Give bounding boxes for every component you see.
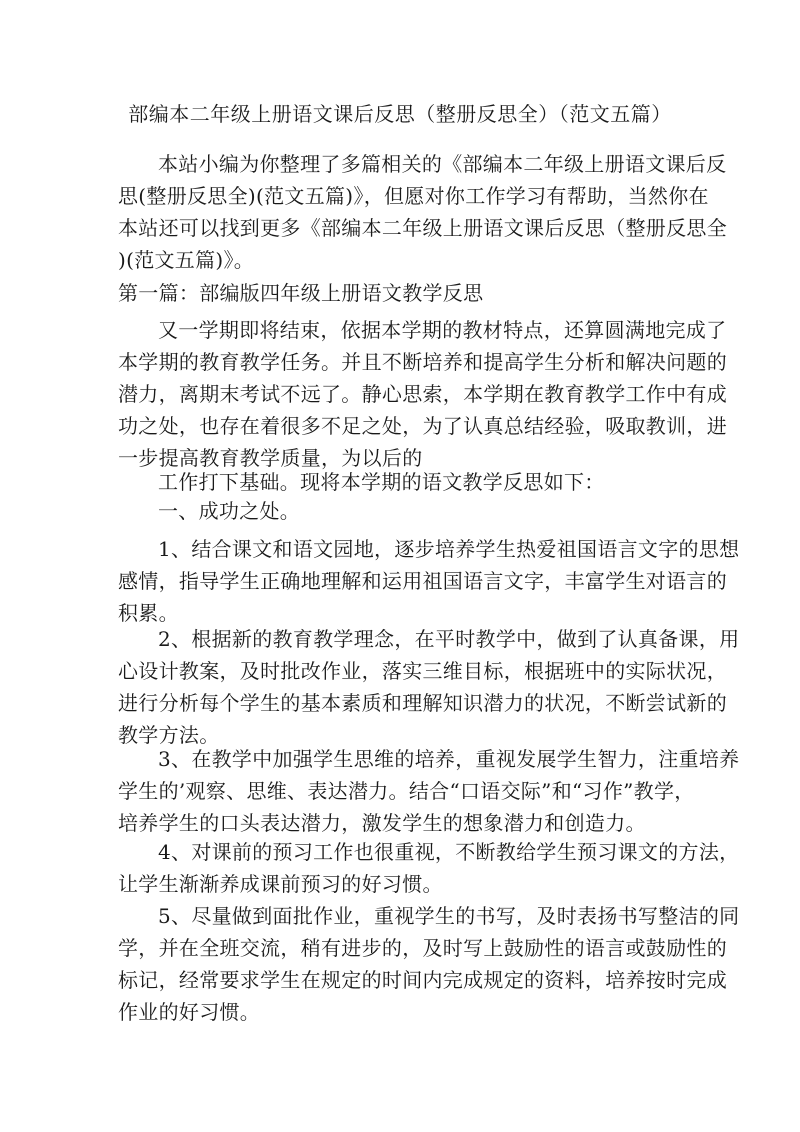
intro-line: 本站还可以找到更多《部编本二年级上册语文课后反思（整册反思全 [118,216,727,240]
list-item-5 [118,900,740,1028]
list-item-line: 4、对课前的预习工作也很重视，不断教给学生预习课文的方法， [158,840,740,864]
list-item-line: 感情，指导学生正确地理解和运用祖国语言文字，丰富学生对语言的 [118,569,727,593]
paragraph-1 [118,314,727,474]
paragraph-2 [118,466,688,498]
list-item-line: 作业的好习惯。 [118,1000,261,1024]
intro-line: )(范文五篇)》。 [118,248,255,272]
list-item-line: 让学生渐渐养成课前预习的好习惯。 [118,872,443,896]
document-title: 部编本二年级上册语文课后反思（整册反思全）（范文五篇） [128,102,672,126]
list-item-line: 培养学生的口头表达潜力，激发学生的想象潜力和创造力。 [118,811,646,835]
list-item-4 [118,836,740,900]
list-item-line: 2、根据新的教育教学理念，在平时教学中，做到了认真备课，用 [158,627,740,651]
list-item-1 [118,533,740,629]
list-item-2 [118,623,740,751]
list-item-line: 教学方法。 [118,723,220,747]
list-item-line: 3、在教学中加强学生思维的培养，重视发展学生智力，注重培养 [158,747,740,771]
list-item-line: 标记，经常要求学生在规定的时间内完成规定的资料，培养按时完成 [118,968,727,992]
chapter1-heading: 第一篇：部编版四年级上册语文教学反思 [118,281,484,305]
section1-heading: 一、成功之处。 [158,499,301,523]
list-item-line: 学，并在全班交流，稍有进步的，及时写上鼓励性的语言或鼓励性的 [118,936,727,960]
intro-line: 思(整册反思全)(范文五篇)》，但愿对你工作学习有帮助，当然你在 [118,184,709,208]
list-item-line: 心设计教案，及时批改作业，落实三维目标，根据班中的实际状况， [118,659,727,683]
paragraph-line: 本学期的教育教学任务。并且不断培养和提高学生分析和解决问题的 [118,350,727,374]
paragraph-line: 潜力，离期末考试不远了。静心思索，本学期在教育教学工作中有成 [118,382,727,406]
section-heading [118,495,688,527]
list-item-line: 5、尽量做到面批作业，重视学生的书写，及时表扬书写整洁的同 [158,904,740,928]
chapter-heading [118,277,688,309]
list-item-3 [118,743,740,839]
paragraph-line: 功之处，也存在着很多不足之处，为了认真总结经验，吸取教训，进 [118,414,727,438]
paragraph-line: 又一学期即将结束，依据本学期的教材特点，还算圆满地完成了 [158,318,727,342]
intro-paragraph [118,148,727,276]
paragraph-line: 工作打下基础。现将本学期的语文教学反思如下： [158,470,605,494]
list-item-line: 1、结合课文和语文园地，逐步培养学生热爱祖国语言文字的思想 [158,537,740,561]
list-item-line: 积累。 [118,601,179,625]
intro-line: 本站小编为你整理了多篇相关的《部编本二年级上册语文课后反 [158,152,727,176]
list-item-line: 学生的’观察、思维、表达潜力。结合“口语交际”和“习作”教学， [118,779,695,803]
list-item-line: 进行分析每个学生的基本素质和理解知识潜力的状况，不断尝试新的 [118,691,727,715]
paragraph-line: 一步提高教育教学质量，为以后的 [118,446,423,470]
